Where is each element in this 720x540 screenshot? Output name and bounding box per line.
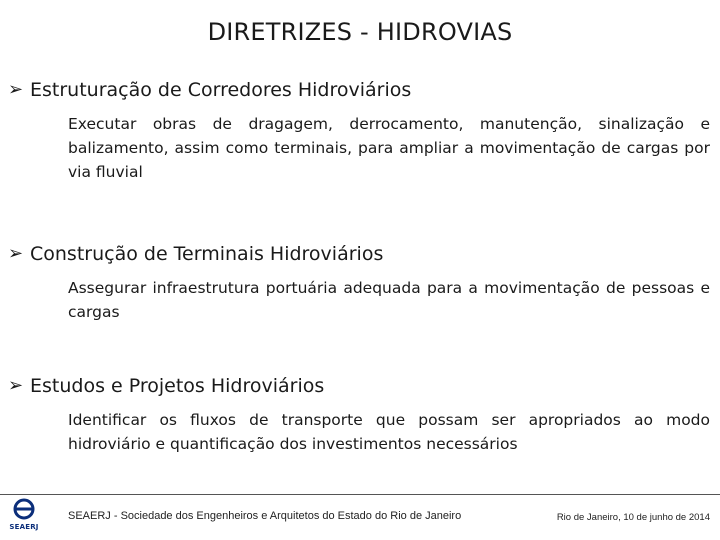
footer-date: Rio de Janeiro, 10 de junho de 2014 — [556, 512, 710, 523]
logo-text: SEAERJ — [9, 523, 39, 531]
section-description: Identificar os fluxos de transporte que possam ser apropriados ao modo hidroviário e quantificação dos investimentos necessários — [68, 411, 710, 453]
section-heading-text: Estudos e Projetos Hidroviários — [30, 375, 325, 397]
arrow-right-icon: ➢ — [8, 79, 24, 100]
section-heading — [8, 242, 710, 266]
arrow-right-icon: ➢ — [8, 375, 24, 396]
seaerj-logo-icon — [4, 497, 44, 537]
section-heading — [8, 78, 710, 102]
arrow-right-icon: ➢ — [8, 243, 24, 264]
section-estudos — [8, 374, 710, 456]
section-corredores — [8, 78, 710, 184]
section-description: Assegurar infraestrutura portuária adequada para a movimentação de pessoas e cargas — [68, 279, 710, 321]
footer-organization: SEAERJ - Sociedade dos Engenheiros e Arquitetos do Estado do Rio de Janeiro — [68, 510, 462, 522]
section-terminais — [8, 242, 710, 324]
section-description: Executar obras de dragagem, derrocamento, manutenção, sinalização e balizamento, assim como terminais, para ampliar a movimentação de cargas por via fluvial — [68, 115, 710, 181]
section-heading-text: Estruturação de Corredores Hidroviários — [30, 79, 412, 101]
slide-title: DIRETRIZES - HIDROVIAS — [207, 18, 513, 46]
footer-divider — [0, 494, 720, 495]
section-heading-text: Construção de Terminais Hidroviários — [30, 243, 384, 265]
section-heading — [8, 374, 710, 398]
